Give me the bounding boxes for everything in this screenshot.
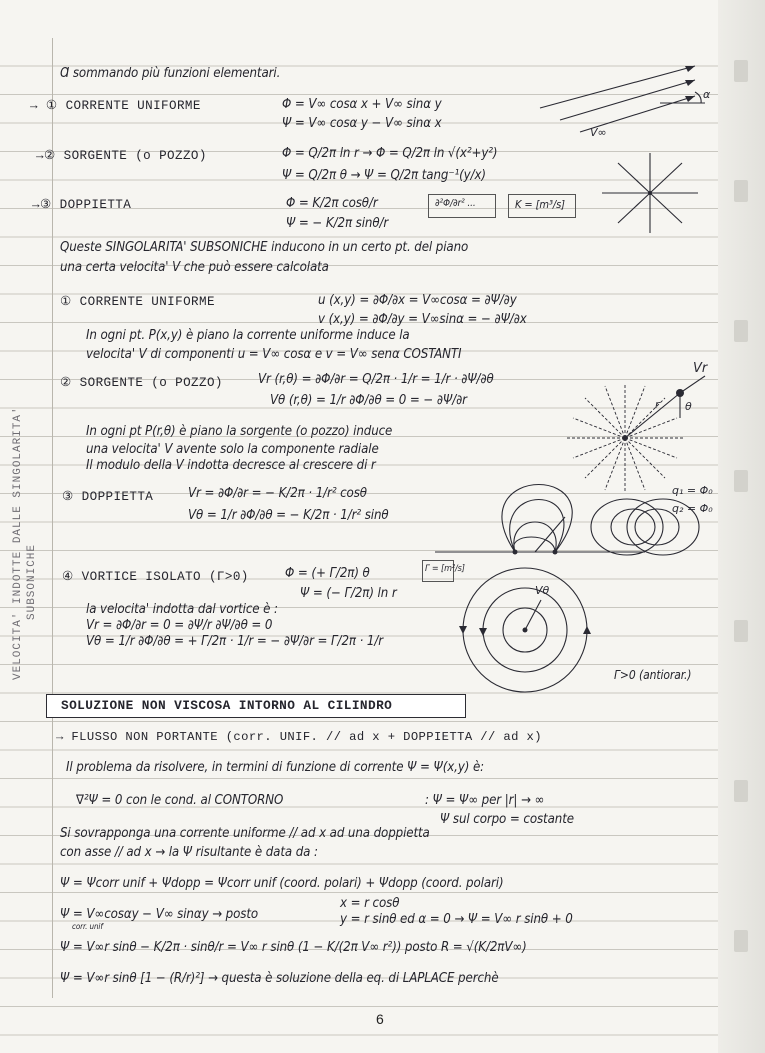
formula: Ψ = Ψcorr unif + Ψdopp = Ψcorr unif (coord. polari) + Ψdopp (coord. polari) — [60, 876, 504, 891]
binder-tab — [734, 320, 748, 342]
diagram-label: Vθ — [535, 584, 550, 597]
formula: Vr = ∂Φ/∂r = 0 = ∂Ψ/r ∂Ψ/∂θ = 0 — [86, 618, 273, 633]
subheading-non-lifting-flow: → FLUSSO NON PORTANTE (corr. UNIF. // ad x + DOPPIETTA // ad x) — [56, 730, 542, 744]
formula: Vr = ∂Φ/∂r = − K/2π · 1/r² cosθ — [188, 486, 367, 501]
note-line: Il modulo della V indotta decresce al crescere di r — [86, 458, 376, 473]
formula: Ψ = Q/2π θ → Ψ = Q/2π tang⁻¹(y/x) — [282, 168, 486, 183]
formula: ∇²Ψ = 0 con le cond. al CONTORNO — [76, 793, 284, 808]
diagram-label: α — [703, 88, 711, 101]
binder-tab — [734, 930, 748, 952]
note-line: una velocita' V avente solo la componente radiale — [86, 442, 379, 457]
formula: Ψ = − K/2π sinθ/r — [286, 216, 389, 231]
formula: Vθ = 1/r ∂Φ/∂θ = − K/2π · 1/r² sinθ — [188, 508, 389, 523]
formula: Vr (r,θ) = ∂Φ/∂r = Q/2π · 1/r = 1/r · ∂Ψ/∂θ — [258, 372, 494, 387]
formula-note: corr. unif — [72, 922, 103, 931]
formula: Vθ (r,θ) = 1/r ∂Φ/∂θ = 0 = − ∂Ψ/∂r — [270, 393, 467, 408]
note-line: con asse // ad x → la Ψ risultante è data da : — [60, 845, 318, 860]
page-number: 6 — [376, 1011, 384, 1027]
note-line: una certa velocita' V che può essere calcolata — [60, 260, 329, 275]
note-line: Queste SINGOLARITA' SUBSONICHE inducono in un certo pt. del piano — [60, 240, 469, 255]
diagram-label: Vr — [693, 361, 708, 376]
unit-box-text: K = [m³/s] — [515, 198, 565, 211]
section-title-box — [46, 694, 466, 718]
doublet-sketch — [410, 482, 713, 562]
vortex-sketch — [440, 560, 620, 690]
heading-vortex: ④ VORTICE ISOLATO (Γ>0) — [62, 570, 249, 584]
formula: : Ψ = Ψ∞ per |r| → ∞ — [425, 793, 545, 808]
heading-uniform-flow: ① CORRENTE UNIFORME — [60, 295, 215, 309]
source-star-sketch — [595, 145, 705, 245]
binder-tab — [734, 470, 748, 492]
formula: Ψ = V∞r sinθ − K/2π · sinθ/r = V∞ r sinθ (1 − K/(2π V∞ r²)) posto R = √(K/2πV∞) — [60, 940, 527, 955]
note-line: Il problema da risolvere, in termini di funzione di corrente Ψ = Ψ(x,y) è: — [66, 760, 485, 775]
margin-line — [52, 38, 53, 998]
diagram-label: V∞ — [590, 126, 607, 139]
unit-box-text: ∂²Φ/∂r² ... — [435, 198, 476, 209]
side-note-line: SUBSONICHE — [26, 543, 38, 620]
heading-source: →② SORGENTE (o POZZO) — [36, 149, 207, 163]
formula: Φ = Q/2π ln r → Φ = Q/2π ln √(x²+y²) — [282, 146, 498, 161]
binder-tab — [734, 620, 748, 642]
heading-doublet: ③ DOPPIETTA — [62, 490, 154, 504]
formula: Φ = V∞ cosα x + V∞ sinα y — [282, 97, 442, 112]
formula: Ψ = V∞cosαy − V∞ sinαy → posto — [60, 907, 259, 922]
uniform-flow-sketch — [520, 58, 720, 148]
formula: v (x,y) = ∂Φ/∂y = V∞sinα = − ∂Ψ/∂x — [318, 312, 527, 327]
unit-box — [428, 194, 496, 218]
page-edge — [718, 0, 765, 1053]
formula: u (x,y) = ∂Φ/∂x = V∞cosα = ∂Ψ/∂y — [318, 293, 517, 308]
formula: x = r cosθ — [340, 896, 400, 911]
formula: y = r sinθ ed α = 0 → Ψ = V∞ r sinθ + 0 — [340, 912, 573, 927]
note-line: velocita' V di componenti u = V∞ cosα e v = V∞ senα COSTANTI — [86, 347, 462, 362]
side-note-line: VELOCITA' INDOTTE DALLE SINGOLARITA' — [12, 406, 24, 680]
side-note — [6, 320, 36, 680]
formula: Φ = K/2π cosθ/r — [286, 196, 378, 211]
unit-box-text: Γ = [m²/s] — [425, 564, 465, 574]
note-line: la velocita' indotta dal vortice è : — [86, 602, 278, 617]
diagram-label: q₁ = Φ₀ — [672, 484, 713, 497]
formula: Φ = (+ Γ/2π) θ — [285, 566, 370, 581]
formula: Ψ = (− Γ/2π) ln r — [300, 586, 397, 601]
section-title: SOLUZIONE NON VISCOSA INTORNO AL CILINDRO — [61, 698, 393, 713]
formula: Vθ = 1/r ∂Φ/∂θ = + Γ/2π · 1/r = − ∂Ψ/∂r = Γ/2π · 1/r — [86, 634, 384, 649]
heading-doublet: →③ DOPPIETTA — [32, 198, 132, 212]
diagram-label: θ — [685, 400, 692, 413]
note-line: Si sovrapponga una corrente uniforme // ad x ad una doppietta — [60, 826, 430, 841]
diagram-label: q₂ = Φ₀ — [672, 502, 713, 515]
heading-source: ② SORGENTE (o POZZO) — [60, 376, 223, 390]
binder-tab — [734, 780, 748, 802]
note-line: In ogni pt. P(x,y) è piano la corrente uniforme induce la — [86, 328, 410, 343]
note-line: In ogni pt P(r,θ) è piano la sorgente (o pozzo) induce — [86, 424, 393, 439]
unit-box — [508, 194, 576, 218]
note-line: Ɑ sommando più funzioni elementari. — [60, 66, 281, 81]
diagram-label: r — [655, 398, 660, 411]
binder-tab — [734, 180, 748, 202]
formula: Ψ = V∞r sinθ [1 − (R/r)²] → questa è soluzione della eq. di LAPLACE perchè — [60, 971, 499, 986]
formula: Ψ sul corpo = costante — [440, 812, 574, 827]
formula: Ψ = V∞ cosα y − V∞ sinα x — [282, 116, 442, 131]
binder-tab — [734, 60, 748, 82]
heading-uniform-flow: → ① CORRENTE UNIFORME — [30, 99, 201, 113]
vortex-caption: Γ>0 (antiorar.) — [614, 668, 692, 682]
